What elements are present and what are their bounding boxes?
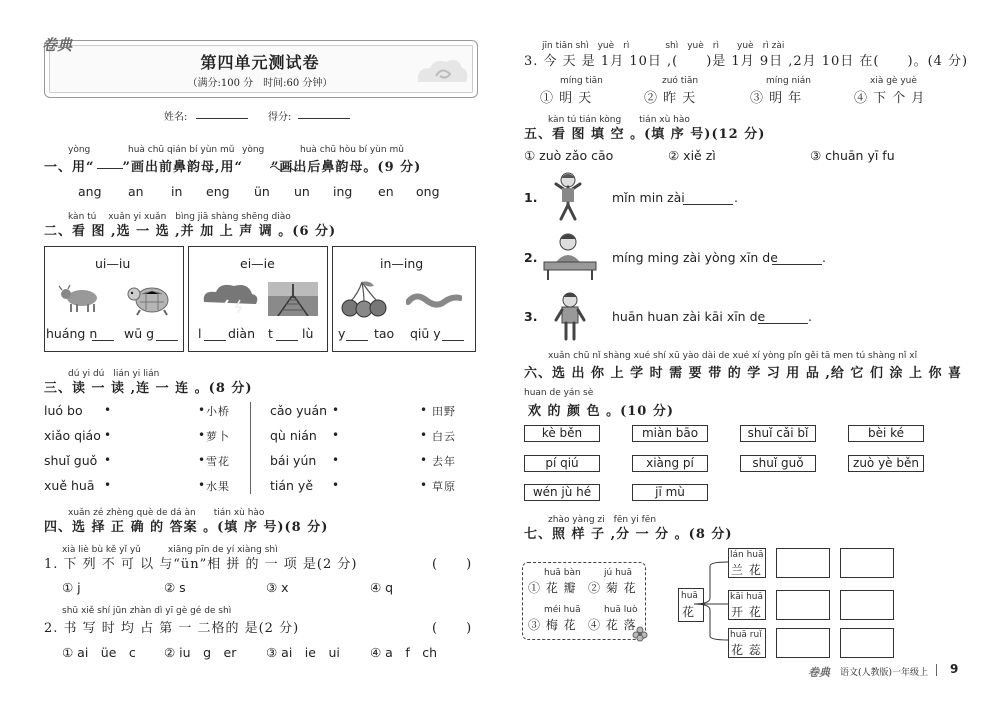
s1-pinyin-3: yòng bbox=[242, 145, 265, 155]
example-word: ① 花 瓣 bbox=[528, 581, 577, 595]
s1-item[interactable]: ün bbox=[254, 184, 270, 199]
turtle-icon bbox=[126, 282, 178, 316]
s5-option: ② xiě zì bbox=[668, 148, 716, 163]
s5-row-number: 1. bbox=[524, 190, 538, 205]
answer-box[interactable] bbox=[840, 628, 894, 658]
s5-row-text: míng ming zài yòng xīn de bbox=[612, 250, 778, 265]
divider bbox=[250, 402, 251, 494]
s1-item[interactable]: ang bbox=[78, 184, 102, 199]
period: . bbox=[808, 309, 812, 324]
s1-pinyin-1: yòng bbox=[68, 145, 91, 155]
s5-title: 五、看 图 填 空 。(填 序 号)(12 分) bbox=[524, 127, 766, 142]
connect-dot[interactable]: • bbox=[198, 428, 206, 442]
s5-row-number: 2. bbox=[524, 250, 538, 265]
s2-pinyin: kàn tú xuǎn yi xuǎn bìng jiā shàng shēng diào bbox=[68, 212, 291, 222]
s1-pinyin-2: huà chū qián bí yùn mǔ bbox=[128, 145, 235, 155]
example-pinyin: méi huā bbox=[544, 605, 581, 615]
answer-box[interactable] bbox=[776, 628, 830, 658]
q3-option-pinyin: zuó tiān bbox=[662, 76, 699, 86]
tree-node-pinyin: kāi huā bbox=[730, 592, 764, 602]
s6-pinyin: xuǎn chū nǐ shàng xué shí xū yào dài de xué xí yòng pǐn gěi tā men tú shàng nǐ xǐ bbox=[548, 351, 918, 361]
s2-title: 二、看 图 ,选 一 选 ,并 加 上 声 调 。(6 分) bbox=[44, 224, 337, 239]
s6-title-2: 欢 的 颜 色 。(10 分) bbox=[528, 404, 675, 419]
footer-divider bbox=[936, 664, 937, 676]
s3-left-pinyin[interactable]: shuǐ guǒ bbox=[44, 453, 98, 468]
q2-option[interactable]: ④ a f ch bbox=[370, 645, 438, 660]
s3-right-pinyin[interactable]: cǎo yuán bbox=[270, 403, 328, 418]
q2-option[interactable]: ① ai üe c bbox=[62, 645, 136, 660]
s3-left-word[interactable]: 水果 bbox=[206, 480, 230, 493]
q3-option[interactable]: ① 明 天 bbox=[540, 91, 593, 106]
s1-item[interactable]: ong bbox=[416, 184, 440, 199]
s1-item[interactable]: un bbox=[294, 184, 310, 199]
s7-title: 七、照 样 子 ,分 一 分 。(8 分) bbox=[524, 527, 733, 542]
s2-word: t bbox=[268, 326, 273, 341]
q1-option[interactable]: ③ x bbox=[266, 580, 289, 595]
example-pinyin: huā bàn bbox=[544, 568, 581, 578]
blank-field[interactable] bbox=[92, 340, 114, 341]
connect-dot[interactable]: • bbox=[332, 453, 340, 467]
s1-pinyin-4: huà chū hòu bí yùn mǔ bbox=[300, 145, 404, 155]
s6-pinyin-2: huan de yán sè bbox=[524, 388, 594, 398]
q3-pinyin: jīn tiān shì yuè rì shì yuè rì yuè rì zài bbox=[542, 41, 785, 51]
tree-node-word: 开 花 bbox=[731, 605, 762, 619]
wavy-line-mark bbox=[270, 164, 298, 172]
connect-dot[interactable]: • bbox=[104, 428, 112, 442]
name-label: 姓名: bbox=[164, 112, 188, 123]
s3-left-pinyin[interactable]: xuě huā bbox=[44, 478, 95, 493]
tree-node-word: 兰 花 bbox=[731, 563, 762, 577]
connect-dot[interactable]: • bbox=[332, 403, 340, 417]
blank-field[interactable] bbox=[276, 340, 298, 341]
s2-word: tao bbox=[374, 326, 395, 341]
flower-icon bbox=[632, 626, 648, 642]
s3-right-word[interactable]: 白云 bbox=[432, 430, 456, 443]
supply-tag[interactable]: xiàng pí bbox=[632, 455, 708, 472]
q3-option-pinyin: xià gè yuè bbox=[870, 76, 917, 86]
s2-word: l bbox=[198, 326, 202, 341]
q3-option[interactable]: ② 昨 天 bbox=[644, 91, 697, 106]
tree-root-pinyin: huā bbox=[681, 591, 698, 601]
period: . bbox=[822, 250, 826, 265]
s2-word: lù bbox=[302, 326, 314, 341]
q3-text: 3. 今 天 是 1月 10日 ,( )是 1月 9日 ,2月 10日 在( )。(4 分) bbox=[524, 54, 969, 69]
example-pinyin: huā luò bbox=[604, 605, 638, 615]
s3-left-word[interactable]: 雪花 bbox=[206, 455, 230, 468]
connect-dot[interactable]: • bbox=[332, 428, 340, 442]
blank-field[interactable] bbox=[204, 340, 226, 341]
s2-pair-1: ui—iu bbox=[95, 256, 131, 271]
s1-item[interactable]: an bbox=[128, 184, 144, 199]
s2-word: huáng n bbox=[46, 326, 98, 341]
s3-right-pinyin[interactable]: qù nián bbox=[270, 428, 317, 443]
q1-option[interactable]: ④ q bbox=[370, 580, 394, 595]
tree-node-pinyin: lán huā bbox=[730, 550, 764, 560]
connect-dot[interactable]: • bbox=[198, 478, 206, 492]
supply-tag[interactable]: shuǐ cǎi bǐ bbox=[740, 425, 816, 442]
supply-tag[interactable]: shuǐ guǒ bbox=[740, 455, 816, 472]
connect-dot[interactable]: • bbox=[420, 478, 428, 492]
answer-box[interactable] bbox=[840, 548, 894, 578]
score-label: 得分: bbox=[268, 112, 292, 123]
blank-field[interactable] bbox=[346, 340, 368, 341]
name-field[interactable] bbox=[196, 118, 248, 119]
blank-field[interactable] bbox=[442, 340, 464, 341]
s5-option: ③ chuān yī fu bbox=[810, 148, 895, 163]
connect-dot[interactable]: • bbox=[104, 453, 112, 467]
s2-word: y bbox=[338, 326, 346, 341]
lightning-cloud-icon bbox=[200, 282, 260, 316]
s3-title: 三、读 一 读 ,连 一 连 。(8 分) bbox=[44, 381, 253, 396]
q3-option-pinyin: míng nián bbox=[766, 76, 811, 86]
example-word: ③ 梅 花 bbox=[528, 618, 577, 632]
q3-option-pinyin: míng tiān bbox=[560, 76, 603, 86]
q2-answer-paren[interactable]: ( ) bbox=[432, 621, 473, 636]
answer-box[interactable] bbox=[776, 590, 830, 620]
connect-dot[interactable]: • bbox=[104, 478, 112, 492]
footer-logo: 卷典 bbox=[808, 666, 830, 679]
s2-word: diàn bbox=[228, 326, 255, 341]
supply-tag[interactable]: wén jù hé bbox=[524, 484, 600, 501]
blank-field[interactable] bbox=[758, 323, 808, 324]
q2-text: 2. 书 写 时 均 占 第 一 二格的 是(2 分) bbox=[44, 621, 300, 636]
q1-text: 1. 下 列 不 可 以 与“ün”相 拼 的 一 项 是(2 分) bbox=[44, 557, 358, 572]
girl-exercising-icon bbox=[548, 170, 588, 222]
period: . bbox=[734, 190, 738, 205]
s3-pinyin: dú yi dú lián yi lián bbox=[68, 369, 160, 379]
railway-icon bbox=[268, 282, 318, 316]
answer-box[interactable] bbox=[776, 548, 830, 578]
q1-answer-paren[interactable]: ( ) bbox=[432, 557, 473, 572]
supply-tag[interactable]: miàn bāo bbox=[632, 425, 708, 442]
s3-left-word[interactable]: 萝卜 bbox=[206, 430, 230, 443]
supply-tag[interactable]: pí qiú bbox=[524, 455, 600, 472]
connect-dot[interactable]: • bbox=[332, 478, 340, 492]
connect-dot[interactable]: • bbox=[198, 453, 206, 467]
example-word: ② 菊 花 bbox=[588, 581, 637, 595]
score-field[interactable] bbox=[298, 118, 350, 119]
s2-pair-3: in—ing bbox=[380, 256, 424, 271]
page-subtitle: （满分:100 分 时间:60 分钟） bbox=[187, 78, 333, 89]
s5-row-text: huān huan zài kāi xīn de bbox=[612, 309, 766, 324]
s3-right-pinyin[interactable]: tián yě bbox=[270, 478, 314, 493]
footer-subject: 语文(人教版)一年级上 bbox=[840, 668, 929, 678]
cow-icon bbox=[58, 284, 104, 314]
s3-left-word[interactable]: 小桥 bbox=[206, 405, 230, 418]
s1-title: 一、用“ ”画出前鼻韵母,用“ ”画出后鼻韵母。(9 分) bbox=[44, 160, 422, 175]
supply-tag[interactable]: jī mù bbox=[632, 484, 708, 501]
supply-tag[interactable]: bèi ké bbox=[848, 425, 924, 442]
s5-option: ① zuò zǎo cāo bbox=[524, 148, 614, 163]
s1-item[interactable]: ing bbox=[333, 184, 353, 199]
connect-dot[interactable]: • bbox=[420, 428, 428, 442]
s2-pair-2: ei—ie bbox=[240, 256, 275, 271]
s1-item[interactable]: in bbox=[171, 184, 183, 199]
s1-item[interactable]: en bbox=[378, 184, 394, 199]
s2-word: qiū y bbox=[410, 326, 441, 341]
s3-right-word[interactable]: 去年 bbox=[432, 455, 456, 468]
tree-root-word: 花 bbox=[682, 605, 696, 619]
tree-node-pinyin: huā ruǐ bbox=[730, 630, 762, 640]
s6-title: 六、选 出 你 上 学 时 需 要 带 的 学 习 用 品 ,给 它 们 涂 上 你 喜 bbox=[524, 366, 963, 381]
s3-right-pinyin[interactable]: bái yún bbox=[270, 453, 317, 468]
q2-option[interactable]: ② iu g er bbox=[164, 645, 237, 660]
connect-dot[interactable]: • bbox=[104, 403, 112, 417]
cherries-icon bbox=[340, 280, 388, 318]
q1-option[interactable]: ① j bbox=[62, 580, 81, 595]
answer-box[interactable] bbox=[840, 590, 894, 620]
boy-writing-icon bbox=[542, 232, 598, 280]
s5-row-text: mǐn min zài bbox=[612, 190, 685, 205]
tree-node-word: 花 蕊 bbox=[731, 643, 762, 657]
earthworm-icon bbox=[406, 290, 462, 314]
s2-word: wū g bbox=[124, 326, 155, 341]
q2-pinyin: shū xiě shí jūn zhàn dì yī gè gé de shì bbox=[62, 606, 232, 616]
q3-option[interactable]: ③ 明 年 bbox=[750, 91, 803, 106]
q1-option[interactable]: ② s bbox=[164, 580, 186, 595]
example-word: ④ 花 落 bbox=[588, 618, 637, 632]
blank-field[interactable] bbox=[683, 204, 733, 205]
supply-tag[interactable]: zuò yè běn bbox=[848, 455, 924, 472]
blank-field[interactable] bbox=[772, 264, 822, 265]
brand-logo: 卷典 bbox=[42, 36, 73, 54]
boy-dressing-icon bbox=[552, 290, 588, 342]
straight-line-mark bbox=[97, 168, 123, 169]
q1-pinyin: xià liè bù kě yǐ yǔ xiāng pīn de yí xiàng shì bbox=[62, 545, 278, 555]
page-number: 9 bbox=[950, 662, 959, 676]
s4-title: 四、选 择 正 确 的 答案 。(填 序 号)(8 分) bbox=[44, 520, 329, 535]
connect-dot[interactable]: • bbox=[420, 403, 428, 417]
blank-field[interactable] bbox=[156, 340, 178, 341]
q2-option[interactable]: ③ ai ie ui bbox=[266, 645, 340, 660]
s3-right-word[interactable]: 草原 bbox=[432, 480, 456, 493]
s7-pinyin: zhào yàng zi fēn yi fēn bbox=[548, 515, 657, 525]
example-pinyin: jú huā bbox=[604, 568, 632, 578]
s5-pinyin: kàn tú tián kòng tián xù hào bbox=[548, 115, 690, 125]
s5-row-number: 3. bbox=[524, 309, 538, 324]
s4-pinyin: xuǎn zé zhèng què de dá àn tián xù hào bbox=[68, 508, 265, 518]
page-title: 第四单元测试卷 bbox=[200, 53, 320, 72]
s3-left-pinyin[interactable]: xiǎo qiáo bbox=[44, 428, 101, 443]
connect-dot[interactable]: • bbox=[420, 453, 428, 467]
s3-right-word[interactable]: 田野 bbox=[432, 405, 456, 418]
s1-item[interactable]: eng bbox=[206, 184, 230, 199]
q3-option[interactable]: ④ 下 个 月 bbox=[854, 91, 926, 106]
s3-left-pinyin[interactable]: luó bo bbox=[44, 403, 83, 418]
connect-dot[interactable]: • bbox=[198, 403, 206, 417]
supply-tag[interactable]: kè běn bbox=[524, 425, 600, 442]
